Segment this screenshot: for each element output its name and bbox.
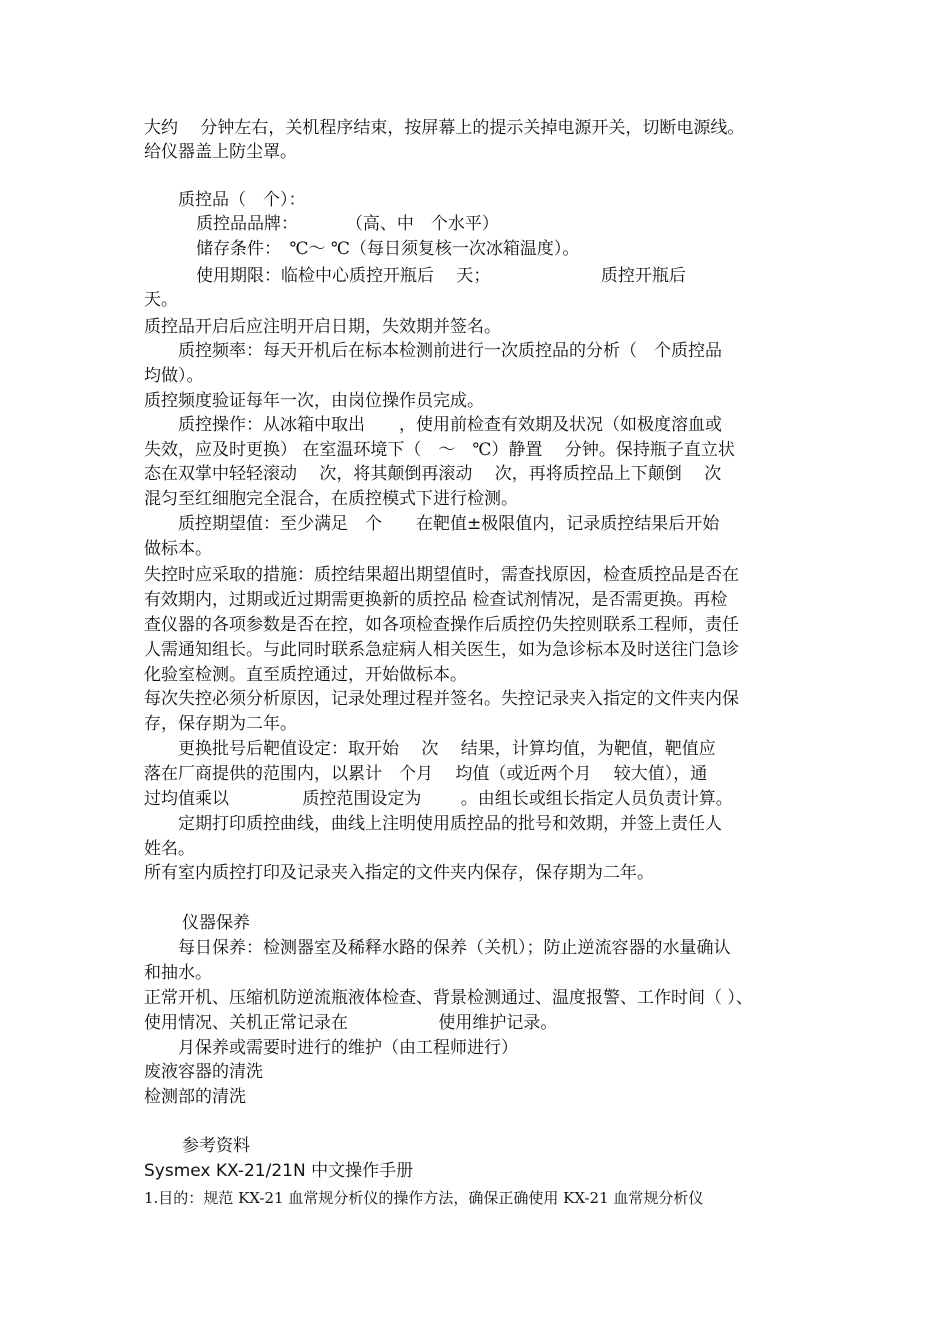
text-line: 质控操作：从冰箱中取出 ，使用前检查有效期及状况（如极度溶血或 [144,415,722,435]
text-line: 每日保养：检测器室及稀释水路的保养（关机）；防止逆流容器的水量确认 [178,938,731,958]
text-line: 质控品品牌： （高、中 个水平） [196,214,499,234]
text-line: 质控期望值：至少满足 个 在靶值±极限值内，记录质控结果后开始 [144,514,720,534]
text-line: 落在厂商提供的范围内，以累计 个月 均值（或近两个月 较大值），通 [144,764,708,784]
text-line: 失效，应及时更换） 在室温环境下（ ～ ℃）静置 分钟。保持瓶子直立状 [144,440,735,460]
text-line: 失控时应采取的措施：质控结果超出期望值时，需查找原因，检查质控品是否在 [144,565,739,585]
section-heading: 质控品（ 个）： [178,190,306,210]
text-line: 质控品开启后应注明开启日期，失效期并签名。 [144,317,501,337]
text-line: 定期打印质控曲线，曲线上注明使用质控品的批号和效期，并签上责任人 [144,814,722,834]
manual-title: Sysmex KX-21/21N 中文操作手册 [144,1161,414,1181]
text-line: 给仪器盖上防尘罩。 [144,142,297,162]
text-line: 质控频度验证每年一次，由岗位操作员完成。 [144,391,484,411]
text-line: 化验室检测。直至质控通过，开始做标本。 [144,665,467,685]
text-line: 所有室内质控打印及记录夹入指定的文件夹内保存，保存期为二年。 [144,863,654,883]
text-line: 使用期限：临检中心质控开瓶后 天； 质控开瓶后 [196,266,686,286]
text-line: 过均值乘以 质控范围设定为 。由组长或组长指定人员负责计算。 [144,789,733,809]
text-line: 姓名。 [144,839,195,859]
text-line: 更换批号后靶值设定：取开始 次 结果，计算均值，为靶值，靶值应 [144,739,716,759]
text-line: 质控频率：每天开机后在标本检测前进行一次质控品的分析（ 个质控品 [144,341,722,361]
text-line: 1.目的：规范 KX-21 血常规分析仪的操作方法，确保正确使用 KX-21 血常规分析仪 [144,1189,704,1207]
text-line: 有效期内，过期或近过期需更换新的质控品 检查试剂情况，是否需更换。再检 [144,590,728,610]
text-line: 和抽水。 [144,963,212,983]
text-line: 废液容器的清洗 [144,1062,263,1082]
section-heading: 参考资料 [182,1136,250,1156]
text-line: 天。 [144,290,178,310]
text-line: 均做）。 [144,366,204,386]
text-line: 人需通知组长。与此同时联系急症病人相关医生，如为急诊标本及时送往门急诊 [144,640,739,660]
text-line: 做标本。 [144,539,212,559]
text-line: 查仪器的各项参数是否在控，如各项检查操作后质控仍失控则联系工程师，责任 [144,615,739,635]
section-heading: 仪器保养 [182,913,250,933]
text-line: 存，保存期为二年。 [144,714,297,734]
text-line: 大约 分钟左右，关机程序结束，按屏幕上的提示关掉电源开关，切断电源线。 [144,118,745,138]
text-line: 检测部的清洗 [144,1087,246,1107]
text-line: 正常开机、压缩机防逆流瓶液体检查、背景检测通过、温度报警、工作时间（ ）、 [144,988,753,1008]
text-line: 态在双掌中轻轻滚动 次，将其颠倒再滚动 次，再将质控品上下颠倒 次 [144,464,722,484]
text-line: 使用情况、关机正常记录在 使用维护记录。 [144,1013,558,1033]
text-line: 每次失控必须分析原因，记录处理过程并签名。失控记录夹入指定的文件夹内保 [144,689,739,709]
text-line: 混匀至红细胞完全混合，在质控模式下进行检测。 [144,489,518,509]
text-line: 储存条件： ℃～ ℃（每日须复核一次冰箱温度）。 [196,239,580,259]
text-line: 月保养或需要时进行的维护（由工程师进行） [178,1038,518,1058]
